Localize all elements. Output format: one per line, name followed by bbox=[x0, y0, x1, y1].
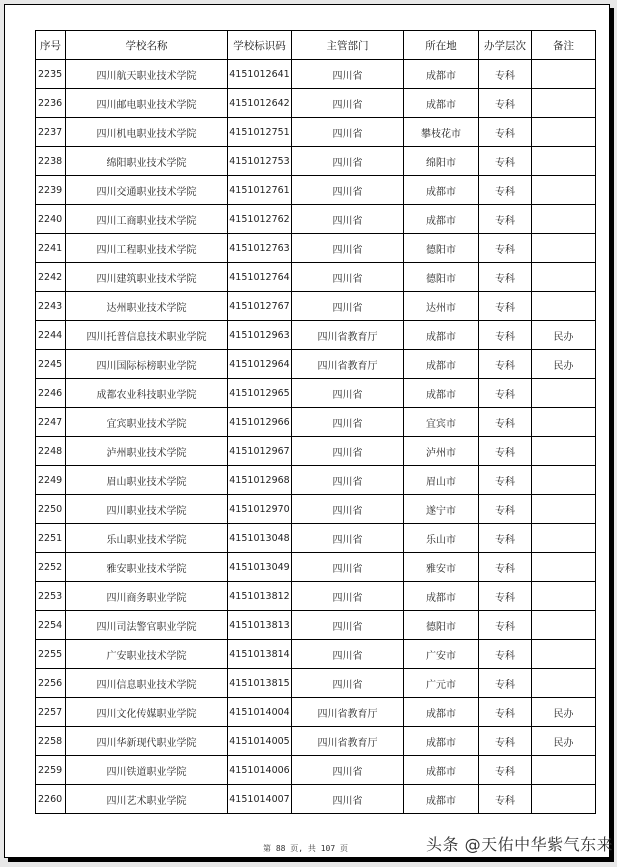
cell-location: 攀枝花市 bbox=[404, 118, 479, 147]
cell-remarks bbox=[532, 611, 596, 640]
cell-seq: 2251 bbox=[36, 524, 66, 553]
column-header-level: 办学层次 bbox=[479, 31, 532, 60]
cell-school-name: 四川工商职业技术学院 bbox=[66, 205, 228, 234]
cell-remarks bbox=[532, 379, 596, 408]
cell-department: 四川省 bbox=[292, 60, 404, 89]
cell-school-code: 4151012970 bbox=[228, 495, 292, 524]
cell-level: 专科 bbox=[479, 147, 532, 176]
cell-seq: 2252 bbox=[36, 553, 66, 582]
cell-remarks bbox=[532, 785, 596, 814]
cell-seq: 2240 bbox=[36, 205, 66, 234]
cell-remarks bbox=[532, 234, 596, 263]
cell-department: 四川省 bbox=[292, 669, 404, 698]
table-row bbox=[36, 292, 596, 321]
cell-department: 四川省 bbox=[292, 379, 404, 408]
cell-seq: 2254 bbox=[36, 611, 66, 640]
cell-seq: 2245 bbox=[36, 350, 66, 379]
cell-location: 成都市 bbox=[404, 350, 479, 379]
cell-school-name: 宜宾职业技术学院 bbox=[66, 408, 228, 437]
cell-school-code: 4151012762 bbox=[228, 205, 292, 234]
cell-level: 专科 bbox=[479, 118, 532, 147]
table-row bbox=[36, 437, 596, 466]
cell-remarks bbox=[532, 669, 596, 698]
cell-level: 专科 bbox=[479, 495, 532, 524]
cell-school-name: 泸州职业技术学院 bbox=[66, 437, 228, 466]
cell-department: 四川省 bbox=[292, 89, 404, 118]
page-number: 第 88 页, 共 107 页 bbox=[263, 844, 348, 853]
cell-remarks bbox=[532, 553, 596, 582]
cell-school-code: 4151013815 bbox=[228, 669, 292, 698]
cell-remarks bbox=[532, 60, 596, 89]
cell-location: 宜宾市 bbox=[404, 408, 479, 437]
table-row bbox=[36, 205, 596, 234]
cell-school-code: 4151013049 bbox=[228, 553, 292, 582]
cell-remarks bbox=[532, 89, 596, 118]
column-header-school-name: 学校名称 bbox=[66, 31, 228, 60]
cell-remarks: 民办 bbox=[532, 350, 596, 379]
cell-department: 四川省 bbox=[292, 582, 404, 611]
table-row bbox=[36, 350, 596, 379]
watermark: 头条 @天佑中华紫气东来 bbox=[426, 835, 614, 854]
cell-location: 成都市 bbox=[404, 785, 479, 814]
table-row bbox=[36, 495, 596, 524]
table-row bbox=[36, 727, 596, 756]
cell-level: 专科 bbox=[479, 89, 532, 118]
table-row bbox=[36, 524, 596, 553]
cell-location: 成都市 bbox=[404, 756, 479, 785]
table-row bbox=[36, 785, 596, 814]
cell-department: 四川省教育厅 bbox=[292, 727, 404, 756]
cell-level: 专科 bbox=[479, 234, 532, 263]
cell-level: 专科 bbox=[479, 785, 532, 814]
table-row bbox=[36, 176, 596, 205]
cell-remarks bbox=[532, 524, 596, 553]
document-page bbox=[4, 4, 610, 858]
cell-school-name: 四川职业技术学院 bbox=[66, 495, 228, 524]
column-header-seq: 序号 bbox=[36, 31, 66, 60]
cell-level: 专科 bbox=[479, 263, 532, 292]
cell-location: 德阳市 bbox=[404, 611, 479, 640]
table-row bbox=[36, 582, 596, 611]
cell-department: 四川省教育厅 bbox=[292, 321, 404, 350]
cell-school-name: 乐山职业技术学院 bbox=[66, 524, 228, 553]
cell-remarks bbox=[532, 263, 596, 292]
table-row bbox=[36, 60, 596, 89]
cell-department: 四川省 bbox=[292, 640, 404, 669]
cell-seq: 2257 bbox=[36, 698, 66, 727]
cell-department: 四川省 bbox=[292, 756, 404, 785]
cell-school-code: 4151014006 bbox=[228, 756, 292, 785]
cell-seq: 2253 bbox=[36, 582, 66, 611]
cell-level: 专科 bbox=[479, 553, 532, 582]
cell-department: 四川省 bbox=[292, 437, 404, 466]
cell-level: 专科 bbox=[479, 611, 532, 640]
cell-department: 四川省 bbox=[292, 292, 404, 321]
column-header-department: 主管部门 bbox=[292, 31, 404, 60]
cell-school-name: 四川文化传媒职业学院 bbox=[66, 698, 228, 727]
cell-remarks bbox=[532, 408, 596, 437]
table-row bbox=[36, 147, 596, 176]
cell-school-name: 四川托普信息技术职业学院 bbox=[66, 321, 228, 350]
cell-school-code: 4151012761 bbox=[228, 176, 292, 205]
cell-level: 专科 bbox=[479, 379, 532, 408]
table-row bbox=[36, 379, 596, 408]
cell-remarks bbox=[532, 205, 596, 234]
cell-level: 专科 bbox=[479, 321, 532, 350]
cell-school-code: 4151012967 bbox=[228, 437, 292, 466]
cell-department: 四川省 bbox=[292, 495, 404, 524]
cell-location: 绵阳市 bbox=[404, 147, 479, 176]
cell-seq: 2243 bbox=[36, 292, 66, 321]
cell-remarks: 民办 bbox=[532, 727, 596, 756]
cell-school-code: 4151013813 bbox=[228, 611, 292, 640]
cell-remarks bbox=[532, 147, 596, 176]
cell-location: 成都市 bbox=[404, 176, 479, 205]
cell-school-code: 4151012764 bbox=[228, 263, 292, 292]
cell-school-code: 4151014007 bbox=[228, 785, 292, 814]
cell-seq: 2238 bbox=[36, 147, 66, 176]
cell-location: 成都市 bbox=[404, 321, 479, 350]
cell-department: 四川省 bbox=[292, 147, 404, 176]
cell-seq: 2244 bbox=[36, 321, 66, 350]
cell-department: 四川省 bbox=[292, 408, 404, 437]
cell-department: 四川省教育厅 bbox=[292, 698, 404, 727]
cell-school-code: 4151012963 bbox=[228, 321, 292, 350]
cell-school-code: 4151012966 bbox=[228, 408, 292, 437]
cell-school-name: 四川司法警官职业学院 bbox=[66, 611, 228, 640]
table-row bbox=[36, 698, 596, 727]
cell-location: 遂宁市 bbox=[404, 495, 479, 524]
column-header-school-code: 学校标识码 bbox=[228, 31, 292, 60]
cell-school-code: 4151013814 bbox=[228, 640, 292, 669]
table-header-row bbox=[36, 31, 596, 60]
cell-school-name: 四川信息职业技术学院 bbox=[66, 669, 228, 698]
cell-school-name: 四川铁道职业学院 bbox=[66, 756, 228, 785]
cell-level: 专科 bbox=[479, 350, 532, 379]
cell-department: 四川省 bbox=[292, 234, 404, 263]
cell-level: 专科 bbox=[479, 756, 532, 785]
cell-remarks bbox=[532, 176, 596, 205]
cell-school-name: 四川工程职业技术学院 bbox=[66, 234, 228, 263]
cell-school-code: 4151013812 bbox=[228, 582, 292, 611]
cell-remarks: 民办 bbox=[532, 321, 596, 350]
cell-school-name: 眉山职业技术学院 bbox=[66, 466, 228, 495]
cell-school-name: 四川商务职业学院 bbox=[66, 582, 228, 611]
cell-level: 专科 bbox=[479, 437, 532, 466]
cell-seq: 2235 bbox=[36, 60, 66, 89]
cell-level: 专科 bbox=[479, 524, 532, 553]
cell-remarks bbox=[532, 437, 596, 466]
cell-seq: 2256 bbox=[36, 669, 66, 698]
cell-seq: 2242 bbox=[36, 263, 66, 292]
cell-location: 德阳市 bbox=[404, 234, 479, 263]
cell-location: 乐山市 bbox=[404, 524, 479, 553]
cell-school-name: 绵阳职业技术学院 bbox=[66, 147, 228, 176]
cell-remarks bbox=[532, 495, 596, 524]
table-row bbox=[36, 756, 596, 785]
cell-department: 四川省 bbox=[292, 785, 404, 814]
cell-school-code: 4151012751 bbox=[228, 118, 292, 147]
cell-seq: 2255 bbox=[36, 640, 66, 669]
cell-level: 专科 bbox=[479, 698, 532, 727]
cell-location: 成都市 bbox=[404, 698, 479, 727]
cell-seq: 2237 bbox=[36, 118, 66, 147]
cell-seq: 2236 bbox=[36, 89, 66, 118]
cell-level: 专科 bbox=[479, 205, 532, 234]
cell-school-code: 4151012753 bbox=[228, 147, 292, 176]
cell-school-code: 4151014004 bbox=[228, 698, 292, 727]
cell-location: 广安市 bbox=[404, 640, 479, 669]
table-row bbox=[36, 263, 596, 292]
cell-school-name: 四川交通职业技术学院 bbox=[66, 176, 228, 205]
cell-department: 四川省教育厅 bbox=[292, 350, 404, 379]
cell-school-name: 四川建筑职业技术学院 bbox=[66, 263, 228, 292]
cell-seq: 2246 bbox=[36, 379, 66, 408]
cell-department: 四川省 bbox=[292, 118, 404, 147]
cell-remarks bbox=[532, 582, 596, 611]
cell-remarks bbox=[532, 756, 596, 785]
cell-seq: 2258 bbox=[36, 727, 66, 756]
cell-school-name: 四川机电职业技术学院 bbox=[66, 118, 228, 147]
cell-remarks bbox=[532, 118, 596, 147]
cell-school-name: 四川华新现代职业学院 bbox=[66, 727, 228, 756]
cell-location: 雅安市 bbox=[404, 553, 479, 582]
cell-seq: 2249 bbox=[36, 466, 66, 495]
cell-level: 专科 bbox=[479, 60, 532, 89]
cell-department: 四川省 bbox=[292, 611, 404, 640]
cell-school-code: 4151013048 bbox=[228, 524, 292, 553]
table-row bbox=[36, 611, 596, 640]
cell-seq: 2248 bbox=[36, 437, 66, 466]
cell-remarks bbox=[532, 292, 596, 321]
table-row bbox=[36, 669, 596, 698]
cell-school-name: 四川邮电职业技术学院 bbox=[66, 89, 228, 118]
cell-seq: 2250 bbox=[36, 495, 66, 524]
cell-department: 四川省 bbox=[292, 553, 404, 582]
cell-location: 成都市 bbox=[404, 205, 479, 234]
cell-level: 专科 bbox=[479, 582, 532, 611]
cell-location: 泸州市 bbox=[404, 437, 479, 466]
cell-location: 成都市 bbox=[404, 582, 479, 611]
cell-seq: 2259 bbox=[36, 756, 66, 785]
table-row bbox=[36, 89, 596, 118]
cell-school-name: 四川航天职业技术学院 bbox=[66, 60, 228, 89]
schools-table bbox=[35, 30, 596, 814]
column-header-location: 所在地 bbox=[404, 31, 479, 60]
cell-level: 专科 bbox=[479, 669, 532, 698]
cell-department: 四川省 bbox=[292, 205, 404, 234]
cell-seq: 2241 bbox=[36, 234, 66, 263]
cell-department: 四川省 bbox=[292, 176, 404, 205]
cell-school-name: 广安职业技术学院 bbox=[66, 640, 228, 669]
table-row bbox=[36, 640, 596, 669]
cell-school-code: 4151014005 bbox=[228, 727, 292, 756]
cell-school-code: 4151012965 bbox=[228, 379, 292, 408]
cell-school-name: 雅安职业技术学院 bbox=[66, 553, 228, 582]
cell-school-name: 达州职业技术学院 bbox=[66, 292, 228, 321]
cell-location: 成都市 bbox=[404, 379, 479, 408]
cell-location: 成都市 bbox=[404, 89, 479, 118]
cell-school-code: 4151012642 bbox=[228, 89, 292, 118]
cell-location: 广元市 bbox=[404, 669, 479, 698]
cell-location: 德阳市 bbox=[404, 263, 479, 292]
cell-level: 专科 bbox=[479, 408, 532, 437]
table-row bbox=[36, 408, 596, 437]
cell-school-code: 4151012964 bbox=[228, 350, 292, 379]
cell-level: 专科 bbox=[479, 176, 532, 205]
cell-school-code: 4151012763 bbox=[228, 234, 292, 263]
table-row bbox=[36, 118, 596, 147]
cell-department: 四川省 bbox=[292, 466, 404, 495]
cell-school-name: 四川艺术职业学院 bbox=[66, 785, 228, 814]
cell-school-name: 四川国际标榜职业学院 bbox=[66, 350, 228, 379]
cell-seq: 2239 bbox=[36, 176, 66, 205]
cell-department: 四川省 bbox=[292, 524, 404, 553]
cell-level: 专科 bbox=[479, 292, 532, 321]
cell-level: 专科 bbox=[479, 466, 532, 495]
column-header-remarks: 备注 bbox=[532, 31, 596, 60]
cell-location: 眉山市 bbox=[404, 466, 479, 495]
cell-level: 专科 bbox=[479, 727, 532, 756]
cell-department: 四川省 bbox=[292, 263, 404, 292]
cell-location: 成都市 bbox=[404, 60, 479, 89]
table-row bbox=[36, 321, 596, 350]
cell-remarks: 民办 bbox=[532, 698, 596, 727]
cell-school-code: 4151012767 bbox=[228, 292, 292, 321]
cell-school-name: 成都农业科技职业学院 bbox=[66, 379, 228, 408]
cell-seq: 2260 bbox=[36, 785, 66, 814]
cell-remarks bbox=[532, 466, 596, 495]
cell-location: 达州市 bbox=[404, 292, 479, 321]
cell-remarks bbox=[532, 640, 596, 669]
cell-level: 专科 bbox=[479, 640, 532, 669]
cell-location: 成都市 bbox=[404, 727, 479, 756]
table-row bbox=[36, 234, 596, 263]
cell-seq: 2247 bbox=[36, 408, 66, 437]
cell-school-code: 4151012641 bbox=[228, 60, 292, 89]
table-row bbox=[36, 553, 596, 582]
table-row bbox=[36, 466, 596, 495]
cell-school-code: 4151012968 bbox=[228, 466, 292, 495]
